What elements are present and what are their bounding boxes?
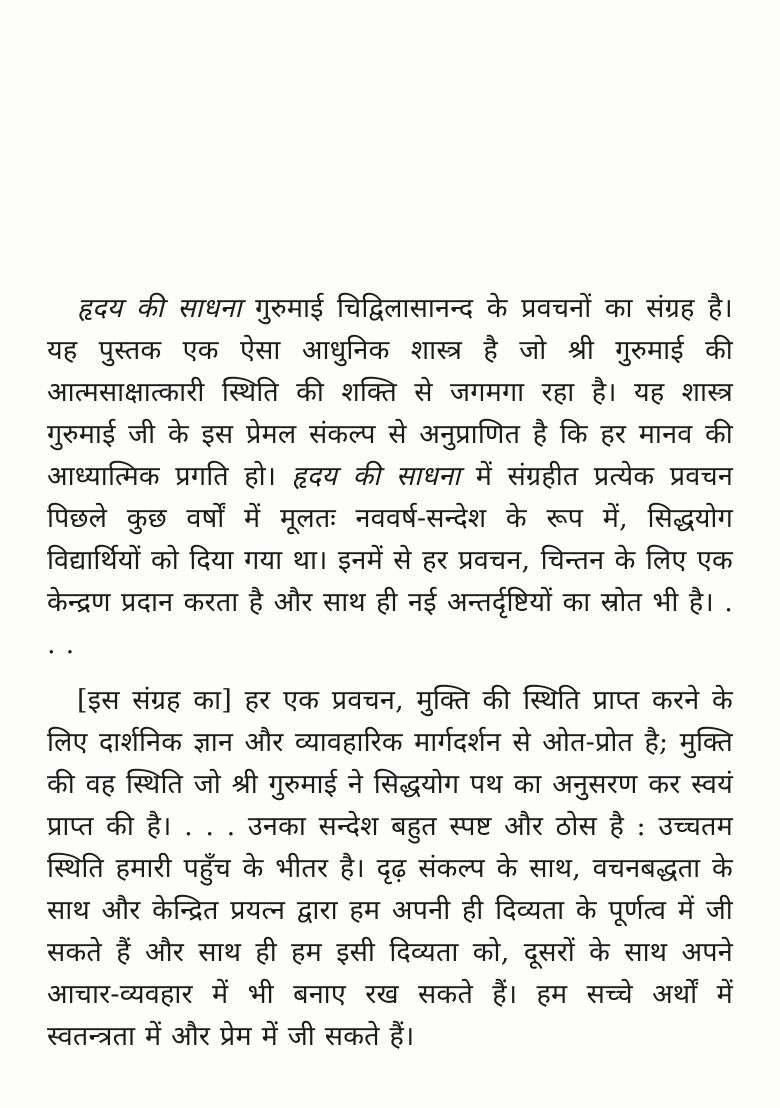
paragraph-2 xyxy=(47,680,733,1058)
body-text: में संग्रहीत प्रत्येक प्रवचन पिछले कुछ वर्षों में मूलतः नववर्ष-सन्देश के रूप में, सिद्धयोग विद्यार्थियों को दिया गया था। इनमें से हर प्रवचन, चिन्तन के लिए एक केन्द्रण प्रदान करता है और साथ ही नई अन्तर्दृष्टियों का स्रोत भी है। . . . xyxy=(47,461,734,660)
paragraph-1 xyxy=(47,288,733,666)
book-title-italic: हृदय की साधना xyxy=(291,461,461,492)
body-text: गुरुमाई चिद्विलासानन्द के प्रवचनों का संग्रह है। यह पुस्तक एक ऐसा आधुनिक शास्त्र है जो श्री गुरुमाई की आत्मसाक्षात्कारी स्थिति की शक्ति से जगमगा रहा है। यह शास्त्र गुरुमाई जी के इस प्रेमल संकल्प से अनुप्राणित है कि हर मानव की आध्यात्मिक प्रगति हो। xyxy=(47,293,733,492)
body-text: [इस संग्रह का] हर एक प्रवचन, मुक्ति की स्थिति प्राप्त करने के लिए दार्शनिक ज्ञान और व्यावहारिक मार्गदर्शन से ओत-प्रोत है; मुक्ति की वह स्थिति जो श्री गुरुमाई ने सिद्धयोग पथ का अनुसरण कर स्वयं प्राप्त की है। . . . उनका सन्देश बहुत स्पष्ट और ठोस है : उच्चतम स्थिति हमारी पहुँच के भीतर है। दृढ़ संकल्प के साथ, वचनबद्धता के साथ और केन्द्रित प्रयत्न द्वारा हम अपनी ही दिव्यता के पूर्णत्व में जी सकते हैं और साथ ही हम इसी दिव्यता को, दूसरों के साथ अपने आचार-व्यवहार में भी बनाए रख सकते हैं। हम सच्चे अर्थों में स्वतन्त्रता में और प्रेम में जी सकते हैं। xyxy=(47,685,733,1052)
book-title-italic: हृदय की साधना xyxy=(77,293,242,324)
text-block xyxy=(47,288,733,1058)
